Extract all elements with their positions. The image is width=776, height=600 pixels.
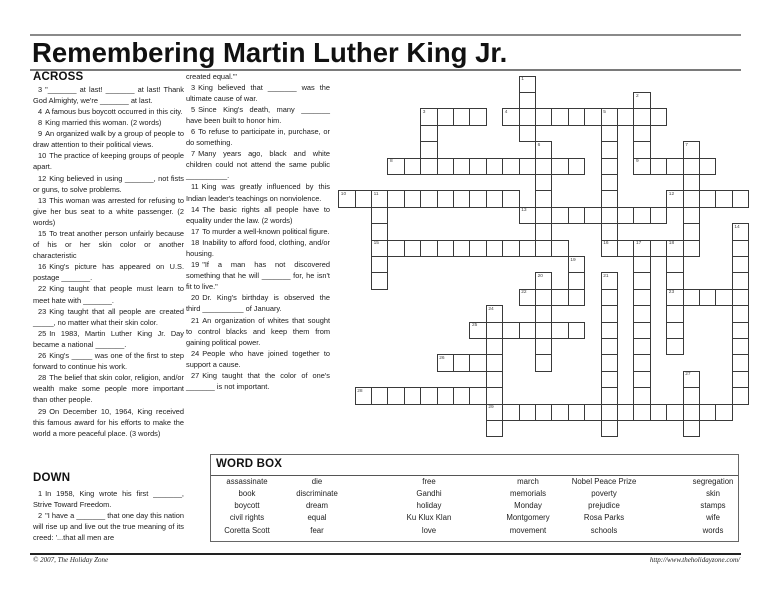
word-box-word: holiday: [416, 501, 442, 511]
word-box-word: Monday: [514, 501, 542, 511]
grid-cell[interactable]: [650, 207, 667, 224]
grid-cell[interactable]: [666, 272, 683, 289]
grid-cell[interactable]: [387, 190, 404, 207]
word-box-word: boycott: [234, 501, 260, 511]
grid-cell[interactable]: [732, 371, 749, 388]
grid-cell[interactable]: [683, 223, 700, 240]
word-box-word: segregation: [692, 476, 734, 486]
grid-cell[interactable]: [568, 207, 585, 224]
across-clue: 25 In 1983, Martin Luther King Jr. Day became a national _______.: [33, 328, 184, 349]
across-clue: 28 The belief that skin color, religion, and/or wealth make some people more important than other people.: [33, 373, 184, 405]
grid-cell[interactable]: [420, 387, 437, 404]
grid-cell[interactable]: [551, 158, 568, 175]
grid-cell[interactable]: [502, 322, 519, 339]
grid-cell[interactable]: [633, 289, 650, 306]
grid-cell[interactable]: [666, 338, 683, 355]
grid-cell[interactable]: [633, 256, 650, 273]
word-box-word: prejudice: [588, 501, 620, 511]
grid-cell[interactable]: [601, 108, 618, 125]
grid-cell[interactable]: [715, 190, 732, 207]
grid-cell[interactable]: [732, 289, 749, 306]
grid-cell[interactable]: [715, 404, 732, 421]
grid-cell[interactable]: [683, 404, 700, 421]
word-box-word: discriminate: [296, 488, 338, 498]
grid-cell[interactable]: [535, 354, 552, 371]
clue-number-label: 18: [668, 241, 675, 247]
grid-cell[interactable]: [601, 272, 618, 289]
grid-cell[interactable]: [355, 387, 372, 404]
grid-cell[interactable]: [732, 190, 749, 207]
grid-cell[interactable]: [519, 404, 536, 421]
grid-cell[interactable]: [601, 158, 618, 175]
header-top-rule: [30, 34, 741, 36]
grid-cell[interactable]: [568, 289, 585, 306]
grid-cell[interactable]: [683, 240, 700, 257]
down-clue-continuation: created equal.'": [186, 71, 237, 81]
grid-cell[interactable]: [666, 404, 683, 421]
grid-cell[interactable]: [633, 141, 650, 158]
clue-number-label: 11: [373, 191, 379, 197]
down-heading: DOWN: [33, 472, 71, 484]
grid-cell[interactable]: [683, 387, 700, 404]
grid-cell[interactable]: [469, 322, 486, 339]
grid-cell[interactable]: [486, 354, 503, 371]
grid-cell[interactable]: [732, 338, 749, 355]
grid-cell[interactable]: [666, 256, 683, 273]
grid-cell[interactable]: [502, 190, 519, 207]
clue-number-label: 26: [439, 355, 445, 361]
clue-number-label: 17: [635, 241, 642, 247]
grid-cell[interactable]: [519, 322, 536, 339]
grid-cell[interactable]: [633, 404, 650, 421]
grid-cell[interactable]: [486, 305, 503, 322]
across-clue: 16 King's picture has appeared on U.S. postage _______.: [33, 262, 184, 283]
word-box-column: [549, 476, 659, 537]
word-box-word: wife: [706, 513, 720, 523]
clue-number-label: 4: [504, 109, 508, 115]
across-clue: 22 King taught that people must learn to meet hate with _______.: [33, 284, 184, 305]
grid-cell[interactable]: [469, 190, 486, 207]
grid-cell[interactable]: [535, 223, 552, 240]
clue-number-label: 13: [521, 208, 527, 214]
grid-cell[interactable]: [387, 387, 404, 404]
across-clue: 8 King married this woman. (2 words): [38, 118, 162, 128]
down-clues-part1: [33, 488, 184, 543]
grid-cell[interactable]: [502, 158, 519, 175]
word-box-word: march: [517, 476, 539, 486]
grid-cell[interactable]: [650, 158, 667, 175]
grid-cell[interactable]: [650, 240, 667, 257]
grid-cell[interactable]: [502, 404, 519, 421]
grid-cell[interactable]: [633, 108, 650, 125]
grid-cell[interactable]: [502, 240, 519, 257]
across-clue: 15 To treat another person unfairly because of his or her skin color or another characteristic: [33, 229, 184, 261]
grid-cell[interactable]: [437, 108, 454, 125]
grid-cell[interactable]: [683, 141, 700, 158]
grid-cell[interactable]: [551, 289, 568, 306]
grid-cell[interactable]: [535, 190, 552, 207]
across-clue: 4 A famous bus boycott occurred in this city.: [38, 106, 183, 116]
grid-cell[interactable]: [683, 158, 700, 175]
grid-cell[interactable]: [338, 190, 355, 207]
clue-number-label: 28: [357, 388, 363, 394]
clue-number-label: 12: [668, 191, 675, 197]
grid-cell[interactable]: [535, 289, 552, 306]
grid-cell[interactable]: [683, 289, 700, 306]
grid-cell[interactable]: [699, 289, 716, 306]
grid-cell[interactable]: [486, 404, 503, 421]
grid-cell[interactable]: [683, 420, 700, 437]
down-clue: 19 "If a man has not discovered something that he will _______ for, he isn't fit to live.": [186, 260, 330, 292]
clue-number-label: 2: [635, 93, 639, 99]
grid-cell[interactable]: [683, 207, 700, 224]
clue-number-label: 20: [537, 273, 543, 279]
clue-number-label: 1: [521, 77, 524, 83]
grid-cell[interactable]: [732, 256, 749, 273]
clue-number-label: 19: [570, 257, 576, 263]
crossword-grid: [338, 76, 758, 446]
footer-url-link[interactable]: http://www.theholidayzone.com/: [649, 556, 740, 564]
grid-cell[interactable]: [633, 272, 650, 289]
grid-cell[interactable]: [371, 256, 388, 273]
grid-cell[interactable]: [732, 322, 749, 339]
grid-cell[interactable]: [666, 158, 683, 175]
grid-cell[interactable]: [371, 387, 388, 404]
grid-cell[interactable]: [601, 305, 618, 322]
down-clue: 6 To refuse to participate in, purchase, or do something.: [186, 126, 330, 148]
down-clue: 24 People who have joined together to support a cause.: [186, 348, 330, 369]
grid-cell[interactable]: [584, 207, 601, 224]
down-clue: 2 "I have a _______ that one day this nation will rise up and live out the true meaning of its creed: '...that all men are: [33, 510, 184, 542]
grid-cell[interactable]: [666, 240, 683, 257]
word-box-word: Montgomery: [506, 513, 550, 523]
down-clue: 17 To murder a well-known political figure.: [191, 226, 330, 236]
page-title: Remembering Martin Luther King Jr.: [32, 37, 508, 68]
grid-cell[interactable]: [486, 322, 503, 339]
clue-number-label: 24: [488, 306, 494, 312]
grid-cell[interactable]: [519, 240, 536, 257]
grid-cell[interactable]: [437, 158, 454, 175]
grid-cell[interactable]: [732, 272, 749, 289]
grid-cell[interactable]: [568, 322, 585, 339]
grid-cell[interactable]: [650, 404, 667, 421]
grid-cell[interactable]: [732, 223, 749, 240]
grid-cell[interactable]: [420, 108, 437, 125]
grid-cell[interactable]: [601, 354, 618, 371]
word-box-word: fear: [310, 525, 324, 535]
grid-cell[interactable]: [601, 240, 618, 257]
word-box-word: civil rights: [229, 513, 265, 523]
word-box-word: free: [422, 476, 436, 486]
word-box-word: dream: [305, 501, 329, 511]
clue-number-label: 6: [537, 142, 541, 148]
grid-cell[interactable]: [371, 240, 388, 257]
clue-number-label: 3: [422, 109, 426, 115]
grid-cell[interactable]: [601, 207, 618, 224]
grid-cell[interactable]: [453, 158, 470, 175]
grid-cell[interactable]: [535, 174, 552, 191]
grid-cell[interactable]: [535, 272, 552, 289]
grid-cell[interactable]: [469, 387, 486, 404]
grid-cell[interactable]: [371, 190, 388, 207]
grid-cell[interactable]: [404, 190, 421, 207]
grid-cell[interactable]: [633, 207, 650, 224]
down-clue: 14 The basic rights all people have to equality under the law. (2 words): [186, 204, 330, 225]
grid-cell[interactable]: [650, 108, 667, 125]
grid-cell[interactable]: [519, 76, 536, 93]
grid-cell[interactable]: [469, 240, 486, 257]
grid-cell[interactable]: [633, 387, 650, 404]
grid-cell[interactable]: [420, 125, 437, 142]
word-box-word: stamps: [700, 501, 726, 511]
grid-cell[interactable]: [683, 190, 700, 207]
grid-cell[interactable]: [437, 240, 454, 257]
grid-cell[interactable]: [486, 338, 503, 355]
clue-number-label: 14: [734, 224, 740, 230]
down-clue: 1 In 1958, King wrote his first _______, Strive Toward Freedom.: [33, 488, 184, 509]
grid-cell[interactable]: [519, 108, 536, 125]
clue-number-label: 15: [373, 241, 379, 247]
grid-cell[interactable]: [568, 256, 585, 273]
grid-cell[interactable]: [486, 420, 503, 437]
word-box-heading: WORD BOX: [216, 458, 283, 470]
down-clue: 5 Since King's death, many _______ have been built to honor him.: [186, 104, 330, 125]
word-box-column: [374, 476, 484, 537]
grid-cell[interactable]: [519, 207, 536, 224]
grid-cell[interactable]: [404, 158, 421, 175]
grid-cell[interactable]: [601, 190, 618, 207]
across-clue: 12 King believed in using _______, not fists or guns, to solve problems.: [33, 173, 184, 194]
clue-number-label: 27: [685, 372, 691, 378]
grid-cell[interactable]: [387, 240, 404, 257]
grid-cell[interactable]: [404, 387, 421, 404]
grid-cell[interactable]: [666, 289, 683, 306]
down-clue: 7 Many years ago, black and white children could not attend the same public __________.: [186, 149, 330, 181]
clue-number-label: 16: [603, 241, 609, 247]
grid-cell[interactable]: [633, 371, 650, 388]
grid-cell[interactable]: [666, 305, 683, 322]
copyright-text: © 2007, The Holiday Zone: [33, 556, 109, 564]
across-clues: [33, 84, 184, 439]
grid-cell[interactable]: [601, 404, 618, 421]
across-clue: 3 "_______ at last! _______ at last! Thank God Almighty, we're _______ at last.: [33, 84, 184, 105]
word-box: [210, 454, 739, 542]
grid-cell[interactable]: [519, 289, 536, 306]
word-box-word: skin: [706, 488, 720, 498]
word-box-word: assassinate: [226, 476, 268, 486]
down-clue: 20 Dr. King's birthday is observed the third __________ of January.: [186, 293, 330, 314]
grid-cell[interactable]: [584, 108, 601, 125]
grid-cell[interactable]: [666, 190, 683, 207]
grid-cell[interactable]: [387, 158, 404, 175]
grid-cell[interactable]: [683, 174, 700, 191]
grid-cell[interactable]: [502, 108, 519, 125]
grid-cell[interactable]: [732, 240, 749, 257]
word-box-column: [262, 476, 372, 537]
across-clue: 9 An organized walk by a group of people to draw attention to their political views.: [33, 129, 184, 150]
grid-cell[interactable]: [584, 404, 601, 421]
grid-cell[interactable]: [633, 338, 650, 355]
grid-cell[interactable]: [486, 158, 503, 175]
word-box-word: Gandhi: [416, 488, 442, 498]
grid-cell[interactable]: [551, 404, 568, 421]
grid-cell[interactable]: [732, 387, 749, 404]
clue-number-label: 8: [389, 159, 393, 165]
word-box-word: Nobel Peace Prize: [571, 476, 637, 486]
grid-cell[interactable]: [568, 108, 585, 125]
word-box-word: Coretta Scott: [224, 525, 270, 535]
clue-number-label: 10: [340, 191, 347, 197]
grid-cell[interactable]: [420, 158, 437, 175]
across-clue: 29 On December 10, 1964, King received this famous award for his efforts to make the world a more peaceful place. (3 words): [33, 406, 184, 438]
grid-cell[interactable]: [469, 354, 486, 371]
grid-cell[interactable]: [420, 190, 437, 207]
grid-cell[interactable]: [535, 305, 552, 322]
grid-cell[interactable]: [601, 420, 618, 437]
grid-cell[interactable]: [420, 240, 437, 257]
down-clue: 21 An organization of whites that sought to control blacks and keep them from gaining political power.: [186, 315, 330, 347]
grid-cell[interactable]: [699, 158, 716, 175]
word-box-word: poverty: [591, 488, 617, 498]
clue-number-label: 21: [603, 273, 609, 279]
grid-cell[interactable]: [732, 305, 749, 322]
grid-cell[interactable]: [683, 371, 700, 388]
header-bottom-rule: [30, 69, 741, 71]
grid-cell[interactable]: [633, 240, 650, 257]
down-clues-part2: [186, 71, 330, 393]
grid-cell[interactable]: [601, 338, 618, 355]
grid-cell[interactable]: [715, 289, 732, 306]
clue-number-label: 22: [521, 290, 527, 296]
grid-cell[interactable]: [617, 240, 634, 257]
grid-cell[interactable]: [371, 272, 388, 289]
grid-cell[interactable]: [617, 207, 634, 224]
grid-cell[interactable]: [551, 322, 568, 339]
word-box-word: love: [421, 525, 437, 535]
grid-cell[interactable]: [486, 240, 503, 257]
word-box-word: equal: [307, 513, 327, 523]
grid-cell[interactable]: [601, 141, 618, 158]
grid-cell[interactable]: [519, 158, 536, 175]
grid-cell[interactable]: [535, 158, 552, 175]
grid-cell[interactable]: [601, 387, 618, 404]
grid-cell[interactable]: [486, 387, 503, 404]
grid-cell[interactable]: [437, 387, 454, 404]
grid-cell[interactable]: [732, 354, 749, 371]
grid-cell[interactable]: [601, 371, 618, 388]
grid-cell[interactable]: [666, 322, 683, 339]
grid-cell[interactable]: [420, 141, 437, 158]
grid-cell[interactable]: [535, 240, 552, 257]
clue-number-label: 23: [668, 290, 675, 296]
grid-cell[interactable]: [633, 125, 650, 142]
word-box-word: book: [238, 488, 256, 498]
grid-cell[interactable]: [633, 92, 650, 109]
grid-cell[interactable]: [633, 354, 650, 371]
grid-cell[interactable]: [601, 289, 618, 306]
grid-cell[interactable]: [469, 158, 486, 175]
grid-cell[interactable]: [551, 240, 568, 257]
grid-cell[interactable]: [633, 305, 650, 322]
grid-cell[interactable]: [453, 387, 470, 404]
down-clue: 11 King was greatly influenced by this Indian leader's teachings on nonviolence.: [186, 182, 330, 203]
grid-cell[interactable]: [699, 404, 716, 421]
clue-number-label: 9: [635, 159, 639, 165]
across-clue: 26 King's _____ was one of the first to step forward to continue his work.: [33, 351, 184, 372]
grid-cell[interactable]: [617, 404, 634, 421]
grid-cell[interactable]: [437, 190, 454, 207]
grid-cell[interactable]: [519, 125, 536, 142]
grid-cell[interactable]: [519, 92, 536, 109]
grid-cell[interactable]: [568, 158, 585, 175]
across-heading: ACROSS: [33, 71, 84, 83]
grid-cell[interactable]: [486, 371, 503, 388]
word-box-word: memorials: [510, 488, 546, 498]
grid-cell[interactable]: [568, 404, 585, 421]
grid-cell[interactable]: [453, 108, 470, 125]
down-clue: 27 King taught that the color of one's _______ is not important.: [186, 371, 330, 392]
word-box-word: schools: [590, 525, 618, 535]
grid-cell[interactable]: [699, 190, 716, 207]
clue-number-label: 25: [471, 323, 478, 329]
across-clue: 13 This woman was arrested for refusing to give her bus seat to a white passenger. (2 words): [33, 195, 184, 227]
word-box-word: Ku Klux Klan: [406, 513, 452, 523]
grid-cell[interactable]: [535, 338, 552, 355]
grid-cell[interactable]: [535, 404, 552, 421]
word-box-word: movement: [509, 525, 547, 535]
grid-cell[interactable]: [371, 207, 388, 224]
word-box-word: Rosa Parks: [583, 513, 625, 523]
grid-cell[interactable]: [535, 108, 552, 125]
word-box-word: die: [311, 476, 323, 486]
grid-cell[interactable]: [486, 190, 503, 207]
grid-cell[interactable]: [535, 141, 552, 158]
grid-cell[interactable]: [453, 190, 470, 207]
grid-cell[interactable]: [617, 108, 634, 125]
grid-cell[interactable]: [535, 207, 552, 224]
footer-rule: [30, 553, 741, 555]
grid-cell[interactable]: [601, 125, 618, 142]
grid-cell[interactable]: [568, 272, 585, 289]
grid-cell[interactable]: [453, 354, 470, 371]
grid-cell[interactable]: [535, 322, 552, 339]
grid-cell[interactable]: [453, 240, 470, 257]
grid-cell[interactable]: [601, 322, 618, 339]
grid-cell[interactable]: [601, 223, 618, 240]
grid-cell[interactable]: [551, 108, 568, 125]
word-box-column: [658, 476, 768, 537]
grid-cell[interactable]: [551, 207, 568, 224]
down-clue: 18 Inability to afford food, clothing, and/or housing.: [186, 237, 330, 258]
down-clue: 3 King believed that _______ was the ultimate cause of war.: [186, 82, 330, 103]
clue-number-label: 29: [488, 405, 494, 411]
across-clue: 10 The practice of keeping groups of people apart.: [33, 151, 184, 172]
grid-cell[interactable]: [601, 174, 618, 191]
grid-cell[interactable]: [437, 354, 454, 371]
grid-cell[interactable]: [633, 158, 650, 175]
grid-cell[interactable]: [371, 223, 388, 240]
clue-number-label: 7: [685, 142, 688, 148]
grid-cell[interactable]: [469, 108, 486, 125]
across-clue: 23 King taught that all people are created _____, no matter what their skin color.: [33, 306, 184, 327]
grid-cell[interactable]: [355, 190, 372, 207]
word-box-word: words: [702, 525, 724, 535]
grid-cell[interactable]: [633, 322, 650, 339]
clue-number-label: 5: [603, 109, 606, 115]
grid-cell[interactable]: [404, 240, 421, 257]
